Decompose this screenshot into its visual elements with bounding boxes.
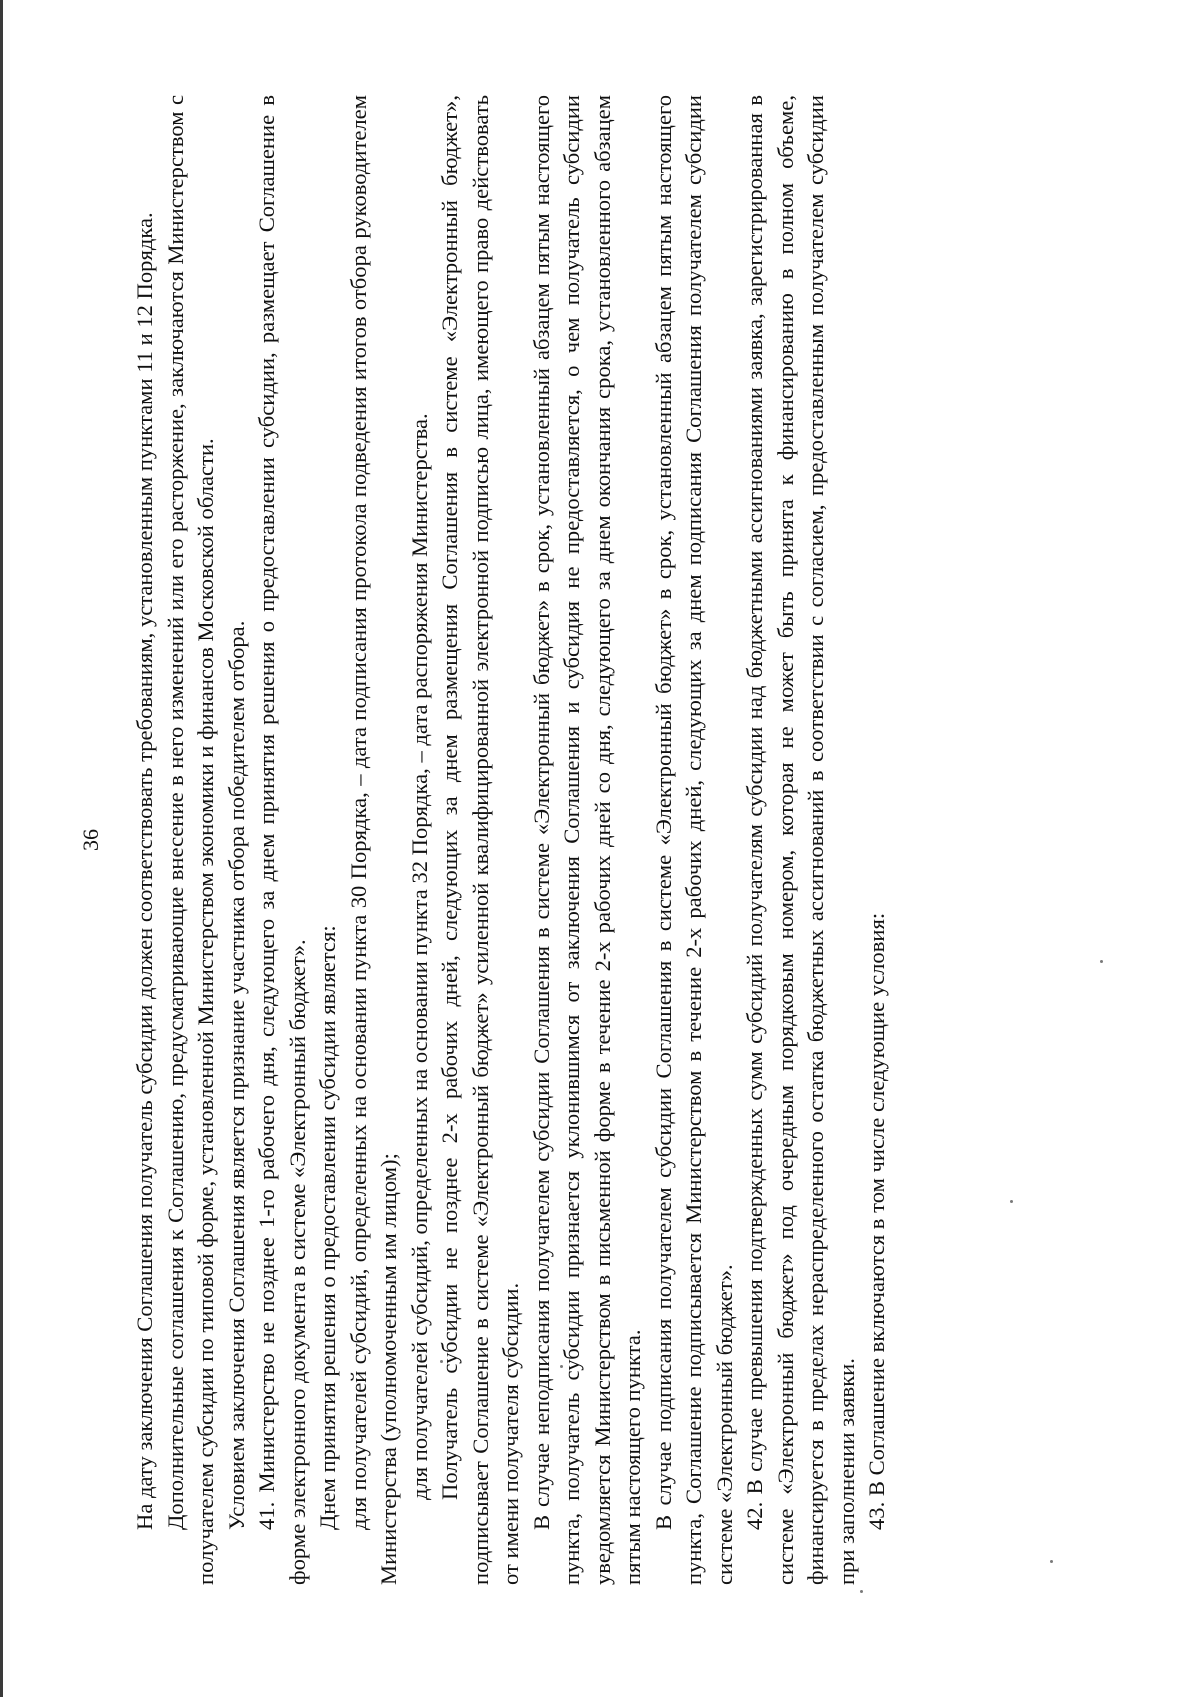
paragraph: Получатель субсидии не позднее 2-х рабочих дней, следующих за днем размещения Соглашения в системе «Электронный бюджет», подписывает Соглашение в системе «Электронный бюджет» усиленной квалифицированной электронной подписью лица, имеющего право действовать от имени получателя субсидии. <box>437 95 523 1585</box>
scan-speck <box>860 1590 863 1593</box>
paragraph: 43. В Соглашение включаются в том числе следующие условия: <box>864 912 889 1530</box>
paragraph: В случае подписания получателем субсидии Соглашения в системе «Электронный бюджет» в срок, установленный абзацем пятым настоящего пункта, Соглашение подписывается Министерством в течение 2-х рабочих дней, следующих за днем подписания Соглашения получателем субсидии системе «Электронный бюджет». <box>650 95 737 1585</box>
scan-speck <box>1050 1560 1053 1563</box>
paragraph: На дату заключения Соглашения получатель субсидии должен соответствовать требованиям, установленным пунктами 11 и 12 Порядка. <box>132 212 157 1530</box>
page-number: 36 <box>78 829 103 851</box>
paragraph: В случае неподписания получателем субсидии Соглашения в системе «Электронный бюджет» в срок, установленный абзацем пятым настоящего пункта, получатель субсидии признается уклонившимся от заключения Соглашения и субсидия не предоставляется, о чем получатель субсидии уведомляется Министерством в письменной форме в течение 2-х рабочих дней со дня, следующего за днем окончания срока, установленного абзацем пятым настоящего пункта. <box>528 95 645 1585</box>
paragraph: Дополнительные соглашения к Соглашению, предусматривающие внесение в него изменений или его расторжение, заключаются Министерством с получателем субсидии по типовой форме, установленной Министерством экономики и финансов Московской области. <box>162 95 218 1585</box>
scan-speck <box>1100 960 1103 963</box>
paragraph: 41. Министерство не позднее 1-го рабочего дня, следующего за днем принятия решения о предоставлении субсидии, размещает Соглашение в форме электронного документа в системе «Электронный бюджет». <box>254 95 310 1585</box>
paragraph: 42. В случае превышения подтвержденных сумм субсидий получателям субсидии над бюджетными ассигнованиями заявка, зарегистрированная в системе «Электронный бюджет» под очередным порядковым номером, которая не может быть принята к финансированию в полном объеме, финансируется в пределах нераспределенного остатка бюджетных ассигнований в соответствии с согласием, предоставленным получателем субсидии при заполнении заявки. <box>742 95 859 1585</box>
document-body <box>130 95 893 1585</box>
paragraph: Днем принятия решения о предоставлении субсидии является: <box>315 925 340 1530</box>
paragraph: Условием заключения Соглашения является признание участника отбора победителем отбора. <box>223 620 249 1530</box>
paragraph: для получателей субсидий, определенных на основании пункта 30 Порядка, – дата подписания протокола подведения итогов отбора руководителем Министерства (уполномоченным им лицом); <box>345 95 401 1585</box>
paragraph: для получателей субсидий, определенных на основании пункта 32 Порядка, – дата распоряжения Министерства. <box>406 413 432 1500</box>
rotated-document-page <box>78 95 1030 1585</box>
scan-page-edge <box>0 0 3 1697</box>
